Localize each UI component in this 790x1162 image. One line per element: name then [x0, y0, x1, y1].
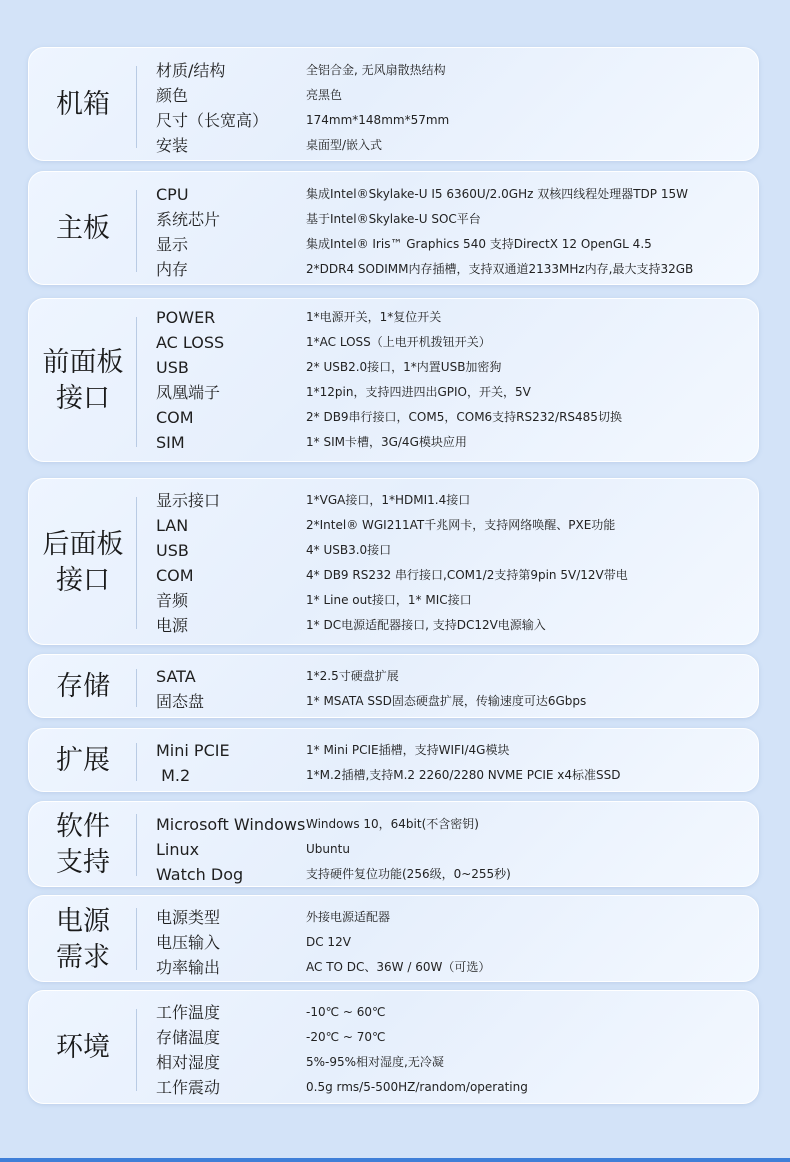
spec-row — [29, 738, 758, 763]
spec-value: 2*DDR4 SODIMM内存插槽，支持双通道2133MHz内存,最大支持32GB — [306, 262, 694, 276]
spec-label: 电压输入 — [156, 933, 221, 952]
spec-value: 5%-95%相对湿度,无冷凝 — [306, 1055, 444, 1069]
spec-row — [29, 1000, 758, 1025]
spec-row — [29, 862, 758, 887]
spec-row — [29, 905, 758, 930]
spec-label: AC LOSS — [156, 333, 225, 352]
spec-value: 1*M.2插槽,支持M.2 2260/2280 NVME PCIE x4标准SSD — [306, 768, 621, 782]
spec-label: USB — [156, 358, 189, 377]
spec-row — [29, 1050, 758, 1075]
spec-row — [29, 133, 758, 158]
spec-label: COM — [156, 566, 194, 585]
category-title: 后面板 接口 — [42, 528, 124, 596]
spec-value: 1*AC LOSS（上电开机拨钮开关） — [306, 335, 491, 349]
spec-label: 固态盘 — [156, 692, 205, 711]
spec-label: 工作震动 — [156, 1078, 221, 1097]
spec-label: 显示 — [156, 235, 189, 254]
spec-row — [29, 588, 758, 613]
bottom-accent-line — [0, 1158, 790, 1162]
category-title: 前面板 接口 — [42, 347, 124, 414]
category-title: 机箱 — [56, 89, 110, 120]
spec-value: AC TO DC、36W / 60W（可选） — [306, 960, 491, 974]
spec-value: 亮黑色 — [306, 88, 343, 102]
spec-row — [29, 763, 758, 788]
spec-label: 相对湿度 — [156, 1053, 221, 1072]
spec-row — [29, 664, 758, 689]
spec-value: 1* DC电源适配器接口, 支持DC12V电源输入 — [306, 618, 546, 632]
spec-label: 存储温度 — [156, 1028, 221, 1047]
spec-value: Windows 10，64bit(不含密钥) — [306, 817, 479, 831]
spec-label: Watch Dog — [156, 865, 244, 884]
spec-value: 0.5g rms/5-500HZ/random/operating — [306, 1080, 528, 1094]
spec-value: 4* DB9 RS232 串行接口,COM1/2支持第9pin 5V/12V带电 — [306, 568, 628, 582]
spec-value: 1*12pin，支持四进四出GPIO，开关，5V — [306, 385, 531, 399]
spec-label: 材质/结构 — [156, 61, 226, 80]
spec-value: 2* USB2.0接口，1*内置USB加密狗 — [306, 360, 502, 374]
spec-row — [29, 513, 758, 538]
spec-label: LAN — [156, 516, 189, 535]
spec-label: M.2 — [156, 766, 191, 785]
category-title: 电源 需求 — [56, 905, 110, 973]
spec-value: 全铝合金, 无风扇散热结构 — [306, 63, 446, 77]
spec-label: 音频 — [156, 591, 189, 610]
spec-row — [29, 613, 758, 638]
category-title: 主板 — [56, 213, 110, 244]
spec-row — [29, 538, 758, 563]
spec-row — [29, 83, 758, 108]
spec-row — [29, 182, 758, 207]
spec-row — [29, 305, 758, 330]
spec-value: 1*VGA接口，1*HDMI1.4接口 — [306, 493, 471, 507]
spec-label: 功率输出 — [156, 958, 221, 977]
category-title: 软件 支持 — [56, 811, 110, 878]
spec-label: 安装 — [156, 136, 189, 155]
spec-value: 2*Intel® WGI211AT千兆网卡，支持网络唤醒、PXE功能 — [306, 518, 616, 532]
spec-value: 1* MSATA SSD固态硬盘扩展，传输速度可达6Gbps — [306, 694, 587, 708]
spec-card-front-panel — [28, 298, 759, 462]
spec-label: 工作温度 — [156, 1003, 221, 1022]
spec-value: -10℃ ~ 60℃ — [306, 1005, 386, 1019]
spec-value: 2* DB9串行接口，COM5，COM6支持RS232/RS485切换 — [306, 410, 622, 424]
category-title: 扩展 — [56, 745, 110, 776]
spec-row — [29, 837, 758, 862]
spec-card-storage — [28, 654, 759, 718]
spec-value: 1* SIM卡槽，3G/4G模块应用 — [306, 435, 467, 449]
spec-label: Linux — [156, 840, 200, 859]
spec-row — [29, 1025, 758, 1050]
spec-card-expansion — [28, 728, 759, 792]
spec-label: 显示接口 — [156, 491, 221, 510]
spec-value: 支持硬件复位功能(256级，0~255秒) — [306, 867, 511, 881]
spec-row — [29, 232, 758, 257]
spec-row — [29, 108, 758, 133]
category-title: 存储 — [56, 671, 110, 702]
spec-row — [29, 430, 758, 455]
spec-value: 1* Line out接口，1* MIC接口 — [306, 593, 472, 607]
spec-row — [29, 488, 758, 513]
spec-value: Ubuntu — [306, 842, 350, 856]
spec-card-rear-panel — [28, 478, 759, 645]
spec-row — [29, 955, 758, 980]
spec-value: 1* Mini PCIE插槽，支持WIFI/4G模块 — [306, 743, 510, 757]
spec-value: 174mm*148mm*57mm — [306, 113, 450, 127]
spec-value: 桌面型/嵌入式 — [306, 138, 383, 152]
spec-row — [29, 930, 758, 955]
spec-label: 内存 — [156, 260, 189, 279]
spec-label: 颜色 — [156, 86, 189, 105]
category-title: 环境 — [56, 1032, 110, 1063]
spec-label: 尺寸（长宽高） — [156, 111, 269, 130]
spec-value: 集成Intel®Skylake-U I5 6360U/2.0GHz 双核四线程处理器TDP 15W — [306, 187, 688, 201]
spec-label: USB — [156, 541, 189, 560]
spec-value: -20℃ ~ 70℃ — [306, 1030, 386, 1044]
spec-value: 1*2.5寸硬盘扩展 — [306, 669, 399, 683]
spec-label: SIM — [156, 433, 185, 452]
spec-label: 电源类型 — [156, 908, 221, 927]
spec-label: Microsoft Windows — [156, 815, 306, 834]
spec-label: CPU — [156, 185, 189, 204]
spec-row — [29, 207, 758, 232]
spec-card-mainboard — [28, 171, 759, 285]
spec-card-environment — [28, 990, 759, 1104]
spec-row — [29, 689, 758, 714]
spec-row — [29, 812, 758, 837]
spec-value: 4* USB3.0接口 — [306, 543, 392, 557]
spec-label: 电源 — [156, 616, 189, 635]
spec-value: 集成Intel® Iris™ Graphics 540 支持DirectX 12 OpenGL 4.5 — [306, 237, 652, 251]
spec-label: 系统芯片 — [156, 210, 221, 229]
spec-row — [29, 257, 758, 282]
spec-label: COM — [156, 408, 194, 427]
spec-row — [29, 563, 758, 588]
spec-value: 基于Intel®Skylake-U SOC平台 — [306, 212, 481, 226]
spec-value: 1*电源开关，1*复位开关 — [306, 310, 442, 324]
spec-row — [29, 405, 758, 430]
spec-label: Mini PCIE — [156, 741, 230, 760]
spec-row — [29, 58, 758, 83]
spec-label: POWER — [156, 308, 216, 327]
spec-row — [29, 1075, 758, 1100]
spec-row — [29, 330, 758, 355]
spec-row — [29, 380, 758, 405]
spec-value: DC 12V — [306, 935, 351, 949]
spec-card-chassis — [28, 47, 759, 161]
spec-row — [29, 355, 758, 380]
spec-card-power — [28, 895, 759, 982]
spec-label: 凤凰端子 — [156, 383, 221, 402]
spec-card-software — [28, 801, 759, 887]
spec-value: 外接电源适配器 — [306, 910, 391, 924]
spec-label: SATA — [156, 667, 196, 686]
